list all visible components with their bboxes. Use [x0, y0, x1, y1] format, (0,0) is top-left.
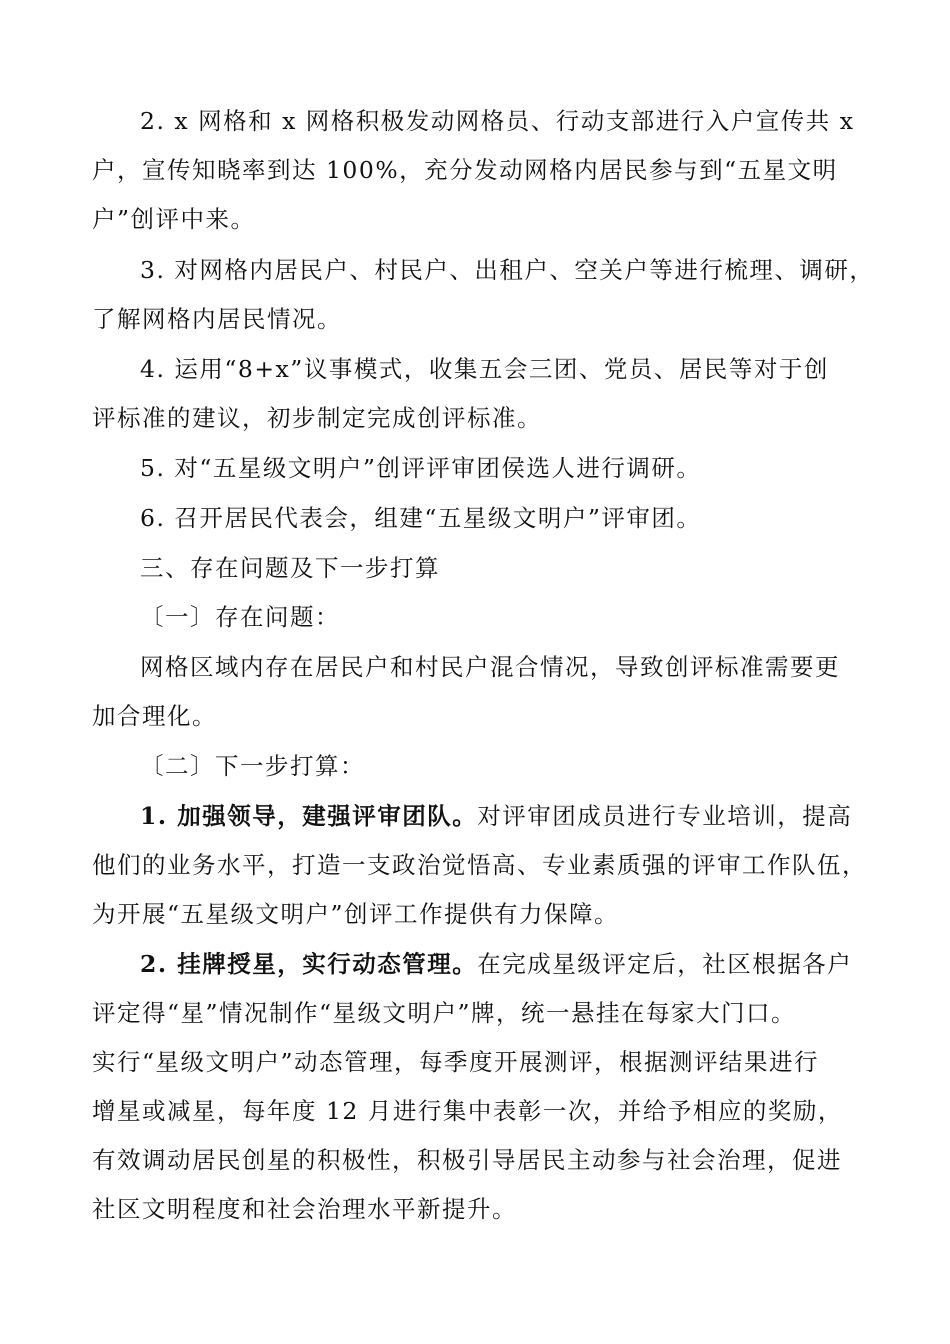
subsection-1-heading: 〔一〕存在问题： [140, 603, 340, 631]
item-2-line-3: 户”创评中来。 [92, 205, 256, 233]
plan-2-bold-title: 2. 挂牌授星，实行动态管理。 [140, 950, 478, 978]
subsection-2-heading: 〔二〕下一步打算： [140, 752, 365, 780]
plan-1-line-3: 为开展“五星级文明户”创评工作提供有力保障。 [92, 900, 620, 928]
plan-2-line-1-rest: 在完成星级评定后，社区根据各户 [477, 950, 853, 978]
section-3-heading: 三、存在问题及下一步打算 [140, 554, 440, 582]
problem-line-2: 加合理化。 [92, 702, 217, 730]
item-4-line-1: 4. 运用“8+x”议事模式，收集五会三团、党员、居民等对于创 [140, 355, 829, 383]
item-3-line-1: 3. 对网格内居民户、村民户、出租户、空关户等进行梳理、调研， [140, 256, 875, 284]
item-3-line-2: 了解网格内居民情况。 [92, 305, 342, 333]
plan-1-line-2: 他们的业务水平，打造一支政治觉悟高、专业素质强的评审工作队伍， [92, 851, 867, 879]
plan-2-line-5: 有效调动居民创星的积极性，积极引导居民主动参与社会治理，促进 [92, 1146, 842, 1174]
plan-2-line-1 [140, 949, 920, 979]
item-2-line-2: 户，宣传知晓率到达 100%，充分发动网格内居民参与到“五星文明 [92, 156, 838, 184]
plan-2-line-2: 评定得“星”情况制作“星级文明户”牌，统一悬挂在每家大门口。 [92, 999, 797, 1027]
plan-2-line-6: 社区文明程度和社会治理水平新提升。 [92, 1195, 517, 1223]
plan-1-line-1 [140, 801, 920, 831]
problem-line-1: 网格区域内存在居民户和村民户混合情况，导致创评标准需要更 [140, 653, 840, 681]
plan-2-line-4: 增星或减星，每年度 12 月进行集中表彰一次，并给予相应的奖励， [92, 1097, 843, 1125]
plan-1-bold-title: 1. 加强领导，建强评审团队。 [140, 802, 478, 830]
item-6-line-1: 6. 召开居民代表会，组建“五星级文明户”评审团。 [140, 504, 702, 532]
item-5-line-1: 5. 对“五星级文明户”创评评审团侯选人进行调研。 [140, 454, 702, 482]
item-2-line-1: 2. x 网格和 x 网格积极发动网格员、行动支部进行入户宣传共 x [140, 107, 855, 135]
item-4-line-2: 评标准的建议，初步制定完成创评标准。 [92, 404, 542, 432]
plan-2-line-3: 实行“星级文明户”动态管理，每季度开展测评，根据测评结果进行 [92, 1048, 820, 1076]
plan-1-line-1-rest: 对评审团成员进行专业培训，提高 [477, 802, 853, 830]
